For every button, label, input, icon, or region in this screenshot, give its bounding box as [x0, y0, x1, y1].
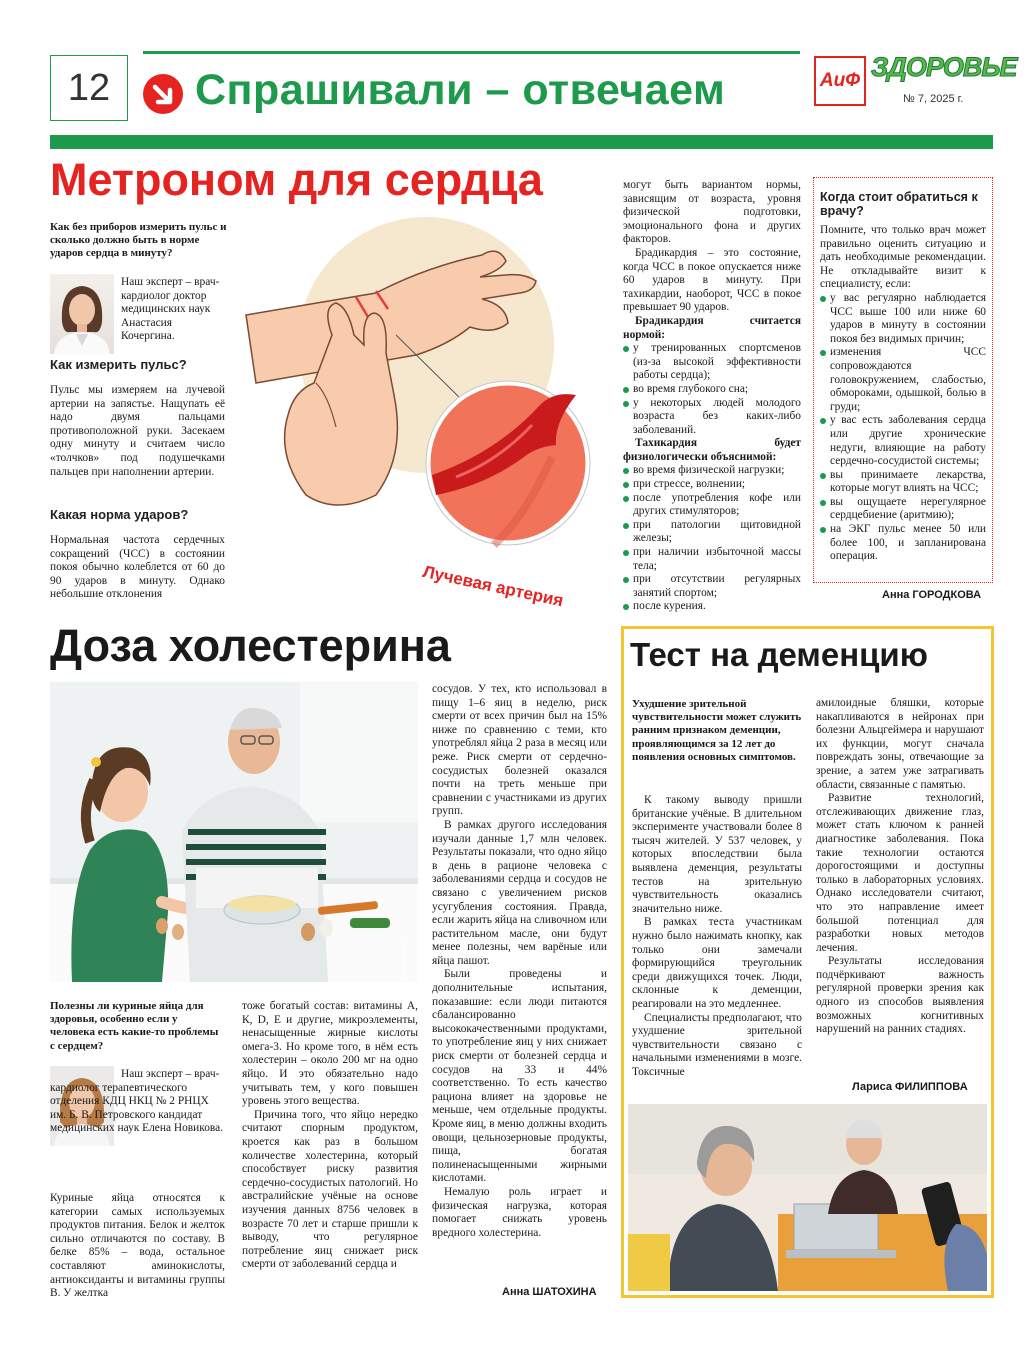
eye-tracking: Развитие технологий, отслеживающих движение глаз, может стать ключом к ранней диагностике заболевания. Пока такие технологии остаются дорогостоящими и доступны только в лабораторных условиях. Однако исследователи считают, что это направление имеет большой потенциал для разработки новых методов лечения.	[816, 792, 984, 954]
page-number: 12	[67, 66, 111, 109]
pulse-illustration	[236, 195, 618, 610]
additional-trials: Были проведены и дополнительные испытания, показавшие: если люди питаются сбалансированно высококачественными продуктами, то употребление яиц у них снижает риск смерти от болезней сердца и сосудов на 33 и 44% соответственно. То есть качество рациона влияет на здоровье не меньше, чем отдельные продукты. Кроме яиц, в меню должны входить овощи, цельнозерновые продукты, пища, богатая полиненасыщенными жирными кислотами.	[432, 968, 607, 1185]
seniors-photo	[628, 1104, 987, 1291]
aif-logo-text: АиФ	[819, 70, 861, 91]
top-rule	[143, 51, 800, 54]
subheading-norm: Какая норма ударов?	[50, 507, 189, 522]
list-item: во время глубокого сна;	[623, 383, 801, 397]
list-item: у некоторых людей молодого возраста без каких-либо заболеваний.	[623, 397, 801, 438]
brand-wordmark: ЗДОРОВЬЕ	[871, 52, 1017, 82]
article-title: Тест на деменцию	[630, 636, 928, 673]
page-number-box	[50, 55, 128, 121]
list-item: при патологии щитовидной железы;	[623, 519, 801, 546]
list-item: после употребления кофе или других стимуляторов;	[623, 492, 801, 519]
article-lead: Полезны ли куриные яйца для здоровья, особенно если у человека есть какие-то проблемы с сердцем?	[50, 1000, 219, 1052]
expert-photo	[50, 274, 114, 354]
list-item: у вас регулярно наблюдается ЧСС выше 100 или ниже 60 ударов в минуту в состоянии покоя без видимых причин;	[820, 292, 986, 346]
article-title: Метроном для сердца	[50, 154, 543, 205]
article2-author: Анна ШАТОХИНА	[502, 1286, 597, 1298]
subheading-measure: Как измерить пульс?	[50, 357, 187, 372]
article-lead: Ухудшение зрительной чувствительности может служить ранним признаком деменции, проявляющимся за 12 лет до появления основных симптомов.	[632, 698, 802, 763]
list-item: вы ощущаете нерегулярное сердцебиение (аритмию);	[820, 496, 986, 523]
norm-continued: могут быть вариантом нормы, зависящим от возраста, уровня физической подготовки, эмоционального фона и других факторов.	[623, 179, 801, 246]
photo-credit: Фото Shutterstock	[401, 942, 408, 999]
expert-caption: Наш эксперт – врач-кардиолог доктор медицинских наук Анастасия Кочергина.	[121, 276, 220, 343]
article3-author: Лариса ФИЛИППОВА	[852, 1081, 968, 1093]
box-body	[820, 224, 986, 564]
list-item: вы принимаете лекарства, которые могут влиять на ЧСС;	[820, 469, 986, 496]
box-title: Когда стоит обратиться к врачу?	[820, 190, 978, 218]
box-intro: Помните, что только врач может правильно оценить ситуацию и дать необходимые рекомендации. Не откладывайте визит к специалисту, если:	[820, 224, 986, 291]
article3-col2-text	[816, 697, 984, 1037]
bradycardia-heading: Брадикардия считается нормой:	[623, 314, 801, 341]
physical-activity: Немалую роль играет и физическая нагрузка, которая помогает снижать уровень вредного холестерина.	[432, 1185, 607, 1239]
list-item: у вас есть заболевания сердца или другие хронические недуги, влияющие на работу сердечно-сосудистой системы;	[820, 414, 986, 468]
specialists-hypothesis: Специалисты предполагают, что ухудшение зрительной чувствительности связано с начальными изменениями в мозге. Токсичные	[632, 1011, 802, 1078]
australian-study: сосудов. У тех, кто использовал в пищу 1–6 яиц в неделю, риск смерти от всех причин был на 15% ниже по сравнению с теми, кто употреблял яйца 2 раза в месяц или реже. Риск смерти от сердечно-сосудистых болезней оказался почти на треть меньше при сравнении с участниками из других групп.	[432, 683, 607, 818]
when-to-see-doctor-box	[813, 177, 993, 583]
bradycardia-definition: Брадикардия – это состояние, когда ЧСС в покое опускается ниже 60 ударов в минуту. При тахикардии, наоборот, ЧСС в покое превышает 90 ударов.	[623, 246, 801, 314]
article2-col2-text	[242, 1000, 418, 1272]
aif-logo	[814, 56, 866, 106]
section-title: Спрашивали – отвечаем	[195, 66, 726, 114]
header-green-bar	[50, 135, 993, 149]
box-list	[820, 292, 986, 564]
artery-label: Лучевая артерия	[421, 562, 566, 611]
cholesterol-controversy: Причина того, что яйцо нередко считают спорным продуктом, кроется как раз в большом количестве холестерина, который способствует риску развития сердечно-сосудистых патологий. Но австралийские учёные на основе изучения данных 8756 человек в возрасте 70 лет и старше пришли к выводу, что регулярное потребление яиц снижает риск смерти от заболеваний сердца и	[242, 1108, 418, 1271]
article2-col3-text	[432, 683, 607, 1240]
article2-col1-text	[50, 1192, 225, 1301]
list-item: при наличии избыточной массы тела;	[623, 546, 801, 573]
list-item: на ЭКГ пульс менее 50 или более 100, и запланирована операция.	[820, 523, 986, 564]
article-title: Доза холестерина	[50, 620, 451, 671]
list-item: после курения.	[623, 600, 801, 614]
eggs-intro: Куриные яйца относятся к категории самых используемых продуктов питания. Белок и желток сильно отличаются по составу. В белке 85% – вода, остальное составляют аминокислоты, антиоксиданты и витамины группы В. У желтка	[50, 1192, 225, 1300]
article-lead: Как без приборов измерить пульс и сколько должно быть в норме ударов сердца в минуту?	[50, 221, 227, 260]
expert-caption: Наш эксперт – врач-кардиолог терапевтического отделения КДЦ НКЦ № 2 РНЦХ им. Б. В. Петровского кандидат медицинских наук Елена Новикова.	[50, 1068, 224, 1135]
tachycardia-heading: Тахикардия будет физиологически объяснимой:	[623, 437, 801, 463]
bradycardia-list	[623, 342, 801, 437]
large-study: В рамках другого исследования изучали данные 1,7 млн человек. Результаты показали, что одно яйцо в день в рационе человека с заболеваниями сердца и сосудов не связано с увеличением рисков усугубления состояния. Правда, если жарить яйца на сливочном или растительном масле, они будут менее полезны, чем варёные или яйца пашот.	[432, 818, 607, 967]
measure-text: Пульс мы измеряем на лучевой артерии на запястье. Нащупать её надо двумя пальцами противоположной руки. Засекаем одну минуту и считаем число «толчков» под подушечками пальцев при наполнении артерии.	[50, 384, 225, 478]
kitchen-photo	[50, 682, 418, 982]
norm-text: Нормальная частота сердечных сокращений (ЧСС) в состоянии покоя обычно колеблется от 60 до 90 ударов в минуту. Однако небольшие отклонения	[50, 534, 225, 601]
yolk-composition: тоже богатый состав: витамины А, К, D, Е и другие, микроэлементы, ненасыщенные жирные кислоты омега-3. Но кроме того, в нём есть холестерин – около 200 мг на одно яйцо. И это обязательно надо учитывать тем, у кого повышен уровень этого вещества.	[242, 1000, 418, 1108]
study-result: К такому выводу пришли британские учёные. В длительном эксперименте участвовали более 8 тысяч жителей. У 537 человек, у которых впоследствии была выявлена деменция, результаты тестов на зрительную чувствительность оказались значительно ниже.	[632, 794, 802, 915]
list-item: при стрессе, волнении;	[623, 478, 801, 492]
list-item: во время физической нагрузки;	[623, 464, 801, 478]
tachycardia-list	[623, 464, 801, 614]
list-item: при отсутствии регулярных занятий спортом;	[623, 573, 801, 600]
test-description: В рамках теста участникам нужно было нажимать кнопку, как только они замечали формирующийся треугольник среди движущихся точек. Люди, склонные к деменции, реагировали на это медленнее.	[632, 916, 802, 1010]
list-item: у тренированных спортсменов (из-за высокой эффективности работы сердца);	[623, 342, 801, 383]
article1-author: Анна ГОРОДКОВА	[882, 589, 982, 601]
amyloid-plaques: амилоидные бляшки, которые накапливаются в нейронах при болезни Альцгеймера и нарушают их функции, могут сначала повреждать зоны, отвечающие за зрение, а затем уже затрагивать области, связанные с памятью.	[816, 697, 984, 791]
arrow-down-icon	[143, 74, 183, 114]
article3-col1-text	[632, 794, 802, 1079]
issue-number: № 7, 2025 г.	[903, 93, 964, 105]
article1-col3	[623, 179, 801, 614]
conclusion: Результаты исследования подчёркивают важность регулярной проверки зрения как одного из способов выявления возможных когнитивных нарушений на ранних стадиях.	[816, 955, 984, 1036]
list-item: изменения ЧСС сопровождаются головокружением, слабостью, обмороками, одышкой, болью в груди;	[820, 346, 986, 414]
